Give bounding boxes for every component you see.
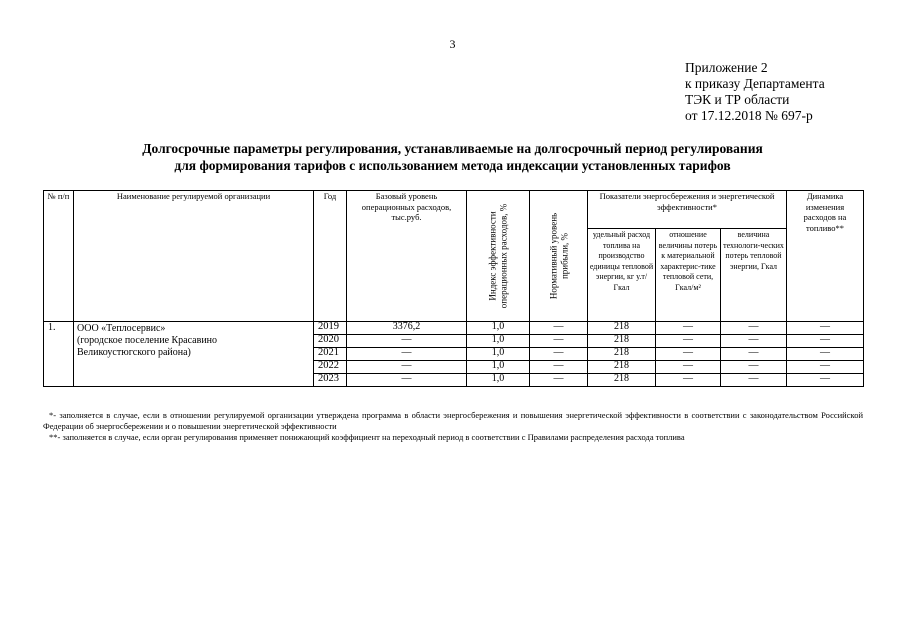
cell-profit: — xyxy=(530,361,588,374)
cell-base: — xyxy=(347,348,467,361)
cell-base: — xyxy=(347,374,467,387)
footnote-2: **- заполняется в случае, если орган регулирования применяет понижающий коэффициент на переходный период в соответствии с Правилами распределения расхода топлива xyxy=(49,432,685,442)
cell-dynamics: — xyxy=(787,348,864,361)
cell-tech-loss: — xyxy=(721,348,787,361)
cell-org xyxy=(74,322,314,387)
page-number: 3 xyxy=(449,37,456,51)
cell-dynamics: — xyxy=(787,322,864,335)
cell-dynamics: — xyxy=(787,335,864,348)
header-efficiency-index xyxy=(467,191,530,322)
org-line: (городское поселение Красавино xyxy=(77,335,218,346)
org-line: ООО «Теплосервис» xyxy=(77,323,166,334)
cell-fuel: 218 xyxy=(588,322,656,335)
cell-index: 1,0 xyxy=(467,374,530,387)
document-title xyxy=(0,140,905,174)
footnotes xyxy=(43,410,863,443)
cell-num: 1. xyxy=(44,322,74,387)
parameters-table xyxy=(43,190,864,387)
appendix-line: ТЭК и ТР области xyxy=(685,92,790,107)
cell-base: — xyxy=(347,335,467,348)
cell-loss-ratio: — xyxy=(656,335,721,348)
cell-dynamics: — xyxy=(787,361,864,374)
org-line: Великоустюгского района) xyxy=(77,347,191,358)
header-dynamics: Динамика изменения расходов на топливо** xyxy=(787,191,864,322)
appendix-block xyxy=(685,60,825,124)
cell-fuel: 218 xyxy=(588,361,656,374)
subheader-fuel: удельный расход топлива на производство единицы тепловой энергии, кг у.т/Гкал xyxy=(588,229,656,322)
cell-base: — xyxy=(347,361,467,374)
cell-year: 2021 xyxy=(314,348,347,361)
cell-tech-loss: — xyxy=(721,335,787,348)
header-profit-level xyxy=(530,191,588,322)
subheader-tech-loss: величина технологи-ческих потерь тепловой энергии, Гкал xyxy=(721,229,787,322)
header-num: № п/п xyxy=(44,191,74,322)
header-efficiency-index-label: Индекс эффективности операционных расходов, % xyxy=(487,203,508,309)
cell-dynamics: — xyxy=(787,374,864,387)
appendix-line: к приказу Департамента xyxy=(685,76,825,91)
cell-loss-ratio: — xyxy=(656,361,721,374)
footnote-1: *- заполняется в случае, если в отношении регулируемой организации утверждена программа в области энергосбережения и повышения энергетической эффективности в соответствии с законодательством Российской Федерации об энергосбережении и о повышении энергетической эффективности xyxy=(43,410,863,431)
cell-fuel: 218 xyxy=(588,335,656,348)
header-year: Год xyxy=(314,191,347,322)
cell-fuel: 218 xyxy=(588,374,656,387)
cell-year: 2023 xyxy=(314,374,347,387)
cell-profit: — xyxy=(530,322,588,335)
header-profit-level-label: Нормативный уровень прибыли, % xyxy=(548,212,569,300)
cell-year: 2022 xyxy=(314,361,347,374)
cell-year: 2020 xyxy=(314,335,347,348)
cell-tech-loss: — xyxy=(721,322,787,335)
header-base-level: Базовый уровень операционных расходов, тыс.руб. xyxy=(347,191,467,322)
header-org: Наименование регулируемой организации xyxy=(74,191,314,322)
cell-index: 1,0 xyxy=(467,348,530,361)
cell-loss-ratio: — xyxy=(656,322,721,335)
subheader-loss-ratio: отношение величины потерь к материальной характерис-тике тепловой сети, Гкал/м² xyxy=(656,229,721,322)
appendix-line: от 17.12.2018 № 697-р xyxy=(685,108,813,123)
title-line-2: для формирования тарифов с использованием метода индексации установленных тарифов xyxy=(174,158,731,173)
cell-index: 1,0 xyxy=(467,322,530,335)
cell-index: 1,0 xyxy=(467,361,530,374)
cell-year: 2019 xyxy=(314,322,347,335)
cell-base: 3376,2 xyxy=(347,322,467,335)
cell-loss-ratio: — xyxy=(656,348,721,361)
cell-loss-ratio: — xyxy=(656,374,721,387)
cell-index: 1,0 xyxy=(467,335,530,348)
table-row xyxy=(44,322,864,335)
appendix-line: Приложение 2 xyxy=(685,60,768,75)
cell-fuel: 218 xyxy=(588,348,656,361)
header-indicators-group: Показатели энергосбережения и энергетической эффективности* xyxy=(588,191,787,229)
cell-tech-loss: — xyxy=(721,374,787,387)
cell-profit: — xyxy=(530,348,588,361)
table-header-row xyxy=(44,191,864,229)
cell-profit: — xyxy=(530,374,588,387)
cell-profit: — xyxy=(530,335,588,348)
cell-tech-loss: — xyxy=(721,361,787,374)
title-line-1: Долгосрочные параметры регулирования, устанавливаемые на долгосрочный период регулирования xyxy=(142,141,763,156)
